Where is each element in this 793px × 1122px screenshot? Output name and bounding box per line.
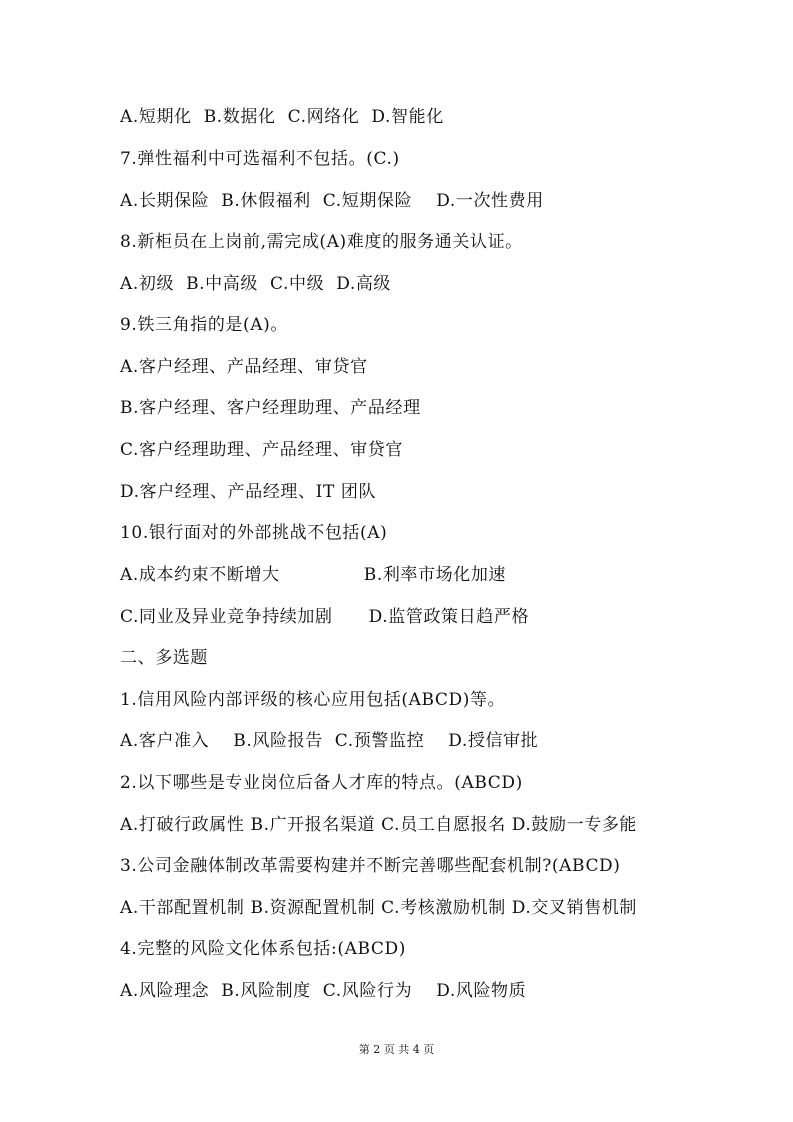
option-line: A.初级 B.中高级 C.中级 D.高级: [120, 274, 392, 294]
question-line: 2.以下哪些是专业岗位后备人才库的特点。(ABCD): [120, 773, 523, 793]
option-line: A.长期保险 B.休假福利 C.短期保险 D.一次性费用: [120, 191, 544, 211]
option-line: C.同业及异业竞争持续加剧 D.监管政策日趋严格: [120, 607, 530, 627]
option-line: A.成本约束不断增大 B.利率市场化加速: [120, 565, 507, 585]
option-line: C.客户经理助理、产品经理、审贷官: [120, 440, 404, 460]
question-line: 1.信用风险内部评级的核心应用包括(ABCD)等。: [120, 690, 506, 710]
question-line: 7.弹性福利中可选福利不包括。(C.): [120, 149, 400, 169]
question-line: 3.公司金融体制改革需要构建并不断完善哪些配套机制?(ABCD): [120, 856, 621, 876]
option-line: A.打破行政属性 B.广开报名渠道 C.员工自愿报名 D.鼓励一专多能: [120, 815, 638, 835]
section-heading: 二、多选题: [120, 648, 208, 668]
option-line: A.客户经理、产品经理、审贷官: [120, 357, 368, 377]
question-line: 4.完整的风险文化体系包括:(ABCD): [120, 939, 406, 959]
option-line: A.风险理念 B.风险制度 C.风险行为 D.风险物质: [120, 981, 527, 1001]
option-line: B.客户经理、客户经理助理、产品经理: [120, 398, 421, 418]
question-line: 10.银行面对的外部挑战不包括(A): [120, 523, 388, 543]
option-line: D.客户经理、产品经理、IT 团队: [120, 482, 377, 502]
page-footer: 第 2 页 共 4 页: [358, 1043, 435, 1056]
option-line: A.干部配置机制 B.资源配置机制 C.考核激励机制 D.交叉销售机制: [120, 898, 638, 918]
question-line: 9.铁三角指的是(A)。: [120, 315, 288, 335]
option-line: A.客户准入 B.风险报告 C.预警监控 D.授信审批: [120, 731, 539, 751]
question-line: 8.新柜员在上岗前,需完成(A)难度的服务通关认证。: [120, 232, 523, 252]
option-line: A.短期化 B.数据化 C.网络化 D.智能化: [120, 107, 444, 127]
